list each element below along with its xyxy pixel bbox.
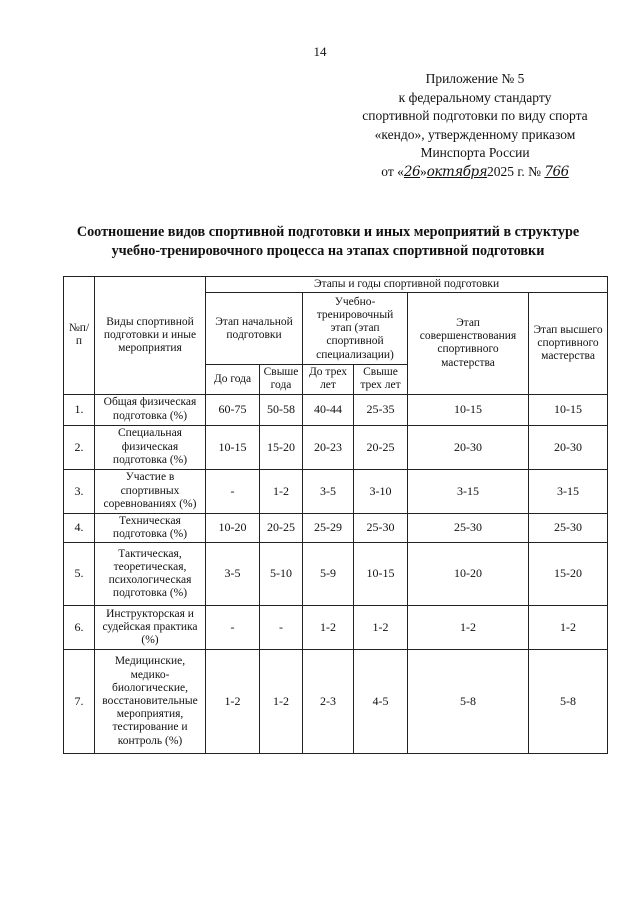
row-value: 10-20 bbox=[408, 543, 529, 606]
row-activity: Общая физическая подготовка (%) bbox=[95, 394, 206, 425]
appendix-line: Минспорта России bbox=[420, 145, 530, 161]
row-value: 1-2 bbox=[354, 606, 408, 650]
table-body bbox=[64, 394, 608, 753]
order-month: октября bbox=[426, 163, 488, 180]
order-prefix: от « bbox=[381, 163, 404, 179]
appendix-line: спортивной подготовки по виду спорта bbox=[362, 108, 588, 124]
appendix-line: Приложение № 5 bbox=[425, 71, 525, 86]
row-value: 5-8 bbox=[529, 650, 608, 754]
row-activity: Тактическая, теоретическая, психологическая подготовка (%) bbox=[95, 543, 206, 606]
header-training-sub1: До трех лет bbox=[303, 365, 354, 394]
ratio-table bbox=[63, 276, 608, 754]
row-value: 20-30 bbox=[529, 425, 608, 469]
row-value: 1-2 bbox=[408, 606, 529, 650]
row-value: 10-15 bbox=[529, 394, 608, 425]
table-row bbox=[64, 513, 608, 542]
row-value: 20-23 bbox=[303, 425, 354, 469]
header-initial-sub1: До года bbox=[206, 365, 260, 394]
table-row bbox=[64, 394, 608, 425]
appendix-line: к федеральному стандарту bbox=[398, 89, 552, 105]
row-value: - bbox=[206, 469, 260, 513]
header-initial: Этап начальной подготовки bbox=[206, 293, 303, 365]
row-value: 3-15 bbox=[408, 469, 529, 513]
row-value: 25-30 bbox=[529, 513, 608, 542]
row-value: 40-44 bbox=[303, 394, 354, 425]
table-row bbox=[64, 543, 608, 606]
row-value: 50-58 bbox=[260, 394, 303, 425]
heading-line: учебно-тренировочного процесса на этапах спортивной подготовки bbox=[111, 243, 545, 259]
row-value: 3-5 bbox=[206, 543, 260, 606]
table-row bbox=[64, 650, 608, 754]
row-value: 15-20 bbox=[260, 425, 303, 469]
row-value: 25-30 bbox=[408, 513, 529, 542]
row-activity: Участие в спортивных соревнованиях (%) bbox=[95, 469, 206, 513]
table-row bbox=[64, 469, 608, 513]
table-heading bbox=[40, 223, 616, 261]
row-value: 5-10 bbox=[260, 543, 303, 606]
row-value: 60-75 bbox=[206, 394, 260, 425]
row-value: 3-5 bbox=[303, 469, 354, 513]
table-row bbox=[64, 606, 608, 650]
row-number: 6. bbox=[64, 606, 95, 650]
appendix-block bbox=[330, 70, 620, 182]
appendix-line: «кендо», утвержденному приказом bbox=[374, 126, 576, 142]
row-value: 4-5 bbox=[354, 650, 408, 754]
row-value: 1-2 bbox=[303, 606, 354, 650]
row-number: 5. bbox=[64, 543, 95, 606]
row-value: 25-29 bbox=[303, 513, 354, 542]
row-value: 15-20 bbox=[529, 543, 608, 606]
header-num: №п/ п bbox=[64, 277, 95, 395]
row-value: 25-35 bbox=[354, 394, 408, 425]
row-activity: Техническая подготовка (%) bbox=[95, 513, 206, 542]
row-value: 2-3 bbox=[303, 650, 354, 754]
row-value: 10-15 bbox=[408, 394, 529, 425]
row-value: 20-25 bbox=[354, 425, 408, 469]
header-training-sub2: Свыше трех лет bbox=[354, 365, 408, 394]
heading-line: Соотношение видов спортивной подготовки и иных мероприятий в структуре bbox=[76, 224, 580, 240]
page-number: 14 bbox=[313, 44, 327, 59]
row-value: 10-15 bbox=[206, 425, 260, 469]
row-value: 5-9 bbox=[303, 543, 354, 606]
row-value: 3-15 bbox=[529, 469, 608, 513]
table-row bbox=[64, 425, 608, 469]
row-value: 1-2 bbox=[260, 650, 303, 754]
order-date-line bbox=[330, 163, 620, 182]
header-training: Учебно-тренировочный этап (этап спортивной специализации) bbox=[303, 293, 408, 365]
header-higher: Этап высшего спортивного мастерства bbox=[529, 293, 608, 394]
row-value: 1-2 bbox=[206, 650, 260, 754]
row-number: 4. bbox=[64, 513, 95, 542]
row-activity: Специальная физическая подготовка (%) bbox=[95, 425, 206, 469]
row-number: 2. bbox=[64, 425, 95, 469]
order-number: 766 bbox=[544, 163, 569, 180]
row-value: 5-8 bbox=[408, 650, 529, 754]
order-mid: » bbox=[420, 163, 427, 179]
table-header bbox=[64, 277, 608, 395]
row-value: 10-15 bbox=[354, 543, 408, 606]
row-number: 3. bbox=[64, 469, 95, 513]
row-value: 3-10 bbox=[354, 469, 408, 513]
row-value: 1-2 bbox=[529, 606, 608, 650]
row-activity: Инструкторская и судейская практика (%) bbox=[95, 606, 206, 650]
header-improvement: Этап совершенствования спортивного мастерства bbox=[408, 293, 529, 394]
row-value: 20-25 bbox=[260, 513, 303, 542]
row-value: 1-2 bbox=[260, 469, 303, 513]
order-year: 2025 г. № bbox=[487, 163, 542, 179]
row-number: 7. bbox=[64, 650, 95, 754]
row-value: 10-20 bbox=[206, 513, 260, 542]
row-value: - bbox=[260, 606, 303, 650]
header-initial-sub2: Свыше года bbox=[260, 365, 303, 394]
row-value: 20-30 bbox=[408, 425, 529, 469]
header-stages: Этапы и годы спортивной подготовки bbox=[206, 277, 608, 293]
row-value: - bbox=[206, 606, 260, 650]
row-activity: Медицинские, медико-биологические, восстановительные мероприятия, тестирование и контроль (%) bbox=[95, 650, 206, 754]
row-number: 1. bbox=[64, 394, 95, 425]
header-kind: Виды спортивной подготовки и иные мероприятия bbox=[95, 277, 206, 395]
row-value: 25-30 bbox=[354, 513, 408, 542]
order-day: 26 bbox=[403, 163, 421, 180]
